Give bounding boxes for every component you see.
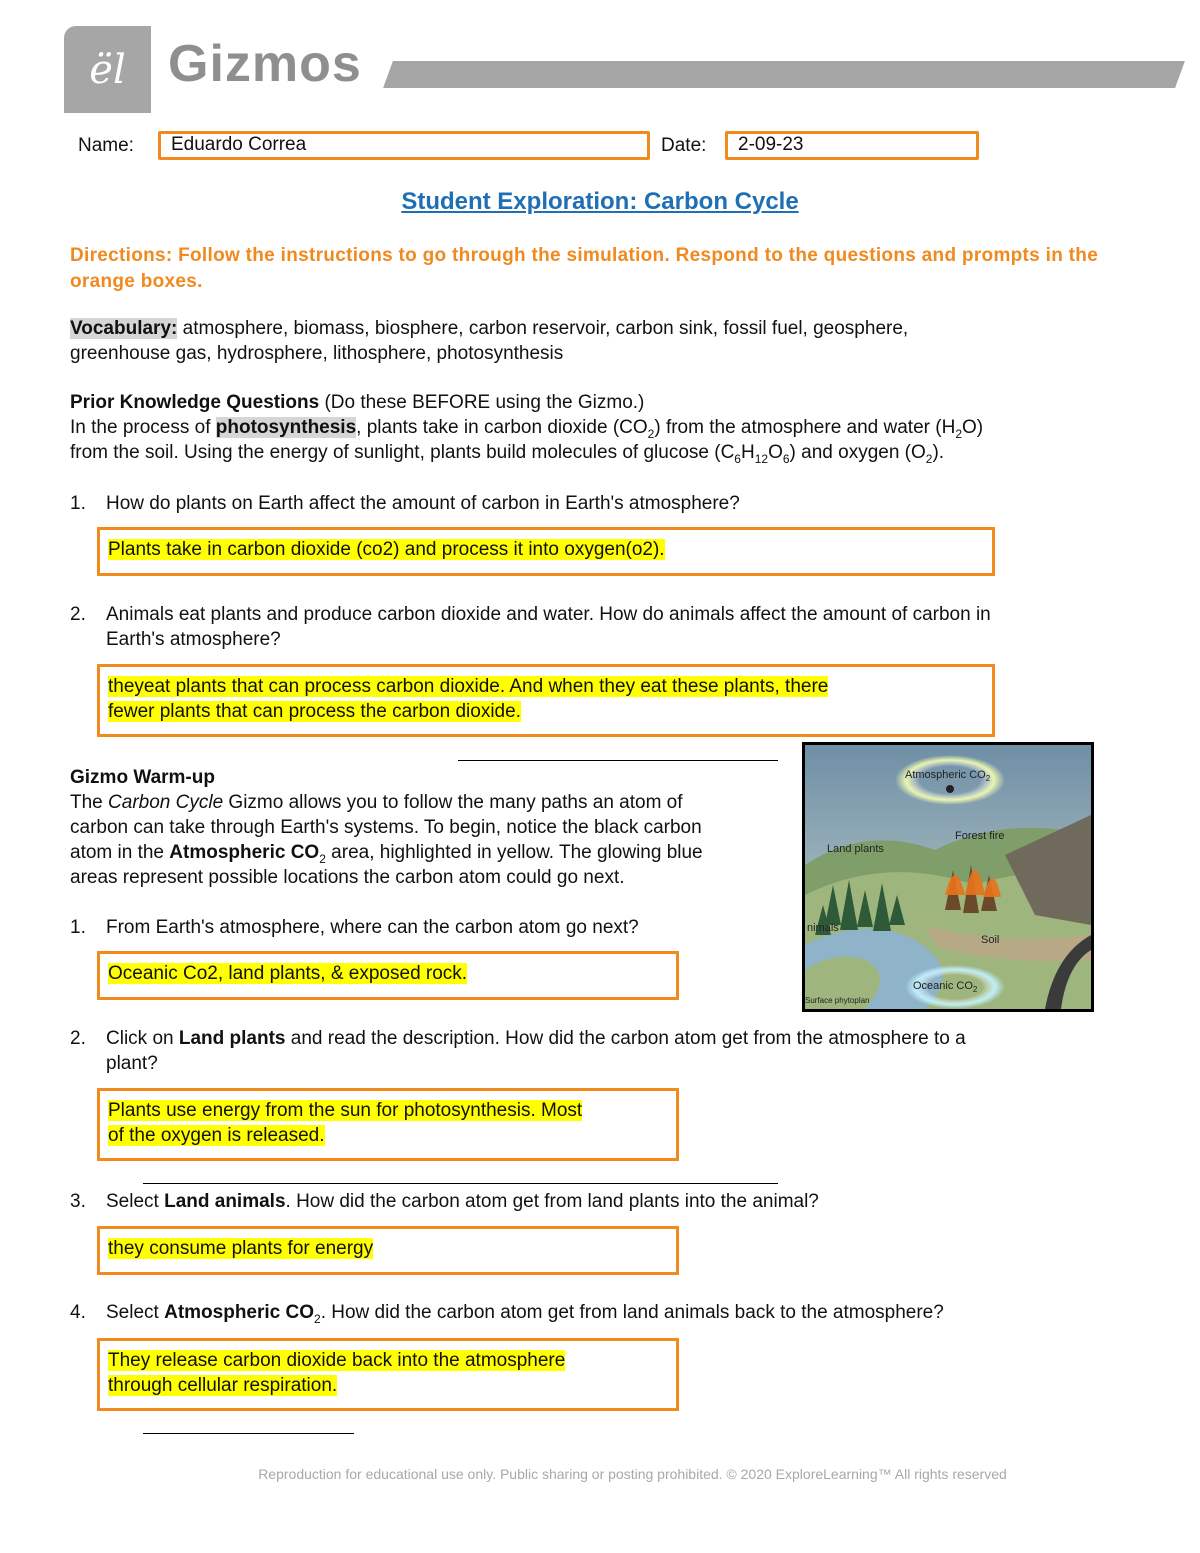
gizmo-name: Carbon Cycle	[108, 792, 224, 813]
header-bar	[383, 61, 1185, 88]
answer-text: of the oxygen is released.	[108, 1125, 325, 1146]
term-land-plants: Land plants	[178, 1028, 286, 1049]
term-atmospheric-co2: Atmospheric CO	[164, 1302, 315, 1323]
intro-text: H	[740, 442, 755, 463]
divider-line	[143, 1183, 778, 1184]
warmup-text: areas represent possible locations the carbon atom could go next.	[70, 867, 625, 888]
intro-text: from the soil. Using the energy of sunlight, plants build molecules of glucose (C	[70, 442, 735, 463]
subscript: 2	[319, 851, 326, 866]
answer-text: they consume plants for energy	[108, 1238, 374, 1259]
warmup-text: The	[70, 792, 103, 813]
intro-text: O	[768, 442, 783, 463]
answer-box[interactable]	[97, 951, 679, 1000]
label-animals: nimals	[807, 922, 839, 934]
term-land-animals: Land animals	[164, 1191, 286, 1212]
subscript: 12	[754, 451, 769, 466]
divider-line	[458, 760, 778, 761]
vocabulary-label: Vocabulary:	[70, 318, 178, 339]
question-text-part: Select	[106, 1191, 159, 1212]
intro-text: ) and oxygen (O	[789, 442, 926, 463]
intro-text: O)	[962, 417, 984, 438]
question-text	[106, 1300, 944, 1325]
answer-text: They release carbon dioxide back into the atmosphere	[108, 1350, 566, 1371]
explorelearning-logo-icon: ël	[89, 46, 126, 93]
label-land-plants: Land plants	[827, 843, 884, 855]
footer-copyright: Reproduction for educational use only. Public sharing or posting prohibited. © 2020 ExploreLearning™ All rights reserved	[258, 1466, 1007, 1482]
answer-text: theyeat plants that can process carbon dioxide. And when they eat these plants, there	[108, 676, 829, 697]
carbon-cycle-illustration	[805, 745, 1091, 1009]
vocabulary-line1: atmosphere, biomass, biosphere, carbon reservoir, carbon sink, fossil fuel, geosphere,	[182, 318, 909, 339]
label-forest-fire: Forest fire	[955, 830, 1005, 842]
intro-text: ).	[932, 442, 945, 463]
page-title: Student Exploration: Carbon Cycle	[401, 188, 799, 215]
carbon-cycle-gizmo-image	[802, 742, 1094, 1012]
answer-text: Oceanic Co2, land plants, & exposed rock.	[108, 963, 468, 984]
question-text	[106, 602, 1136, 652]
question-number: 4.	[70, 1302, 86, 1323]
warmup-heading: Gizmo Warm-up	[70, 767, 215, 788]
question-text-part: . How did the carbon atom get from land animals back to the atmosphere?	[320, 1302, 944, 1323]
subscript: 6	[734, 451, 741, 466]
question-text	[106, 1189, 819, 1214]
question-number: 2.	[70, 1028, 86, 1049]
question-text-part: Click on	[106, 1028, 174, 1049]
subscript: 2	[314, 1311, 321, 1326]
question-text: From Earth's atmosphere, where can the carbon atom go next?	[106, 917, 639, 938]
intro-text: In the process of	[70, 417, 211, 438]
warmup-text: atom in the	[70, 842, 164, 863]
warmup-text: area, highlighted in yellow. The glowing blue	[331, 842, 703, 863]
subscript: 2	[955, 426, 962, 441]
question-number: 1.	[70, 493, 86, 514]
prior-knowledge-heading: Prior Knowledge Questions	[70, 392, 320, 413]
answer-text: fewer plants that can process the carbon dioxide.	[108, 701, 521, 722]
question-text: How do plants on Earth affect the amount of carbon in Earth's atmosphere?	[106, 493, 740, 514]
date-field[interactable]: 2-09-23	[725, 131, 979, 160]
label-soil: Soil	[981, 934, 1000, 946]
question-text-part: and read the description. How did the carbon atom get from the atmosphere to a	[290, 1028, 966, 1049]
answer-text: Plants take in carbon dioxide (co2) and process it into oxygen(o2).	[108, 539, 665, 560]
directions: Directions: Follow the instructions to go through the simulation. Respond to the questions and prompts in the orange boxes.	[70, 245, 1099, 292]
answer-box[interactable]	[97, 1226, 679, 1275]
answer-text: Plants use energy from the sun for photosynthesis. Most	[108, 1100, 583, 1121]
atmospheric-co2-term: Atmospheric CO	[169, 842, 320, 863]
vocabulary	[70, 316, 1140, 366]
answer-box[interactable]	[97, 1088, 679, 1161]
subscript: 2	[925, 451, 933, 466]
warmup-text: Gizmo allows you to follow the many paths an atom of	[228, 792, 683, 813]
question-text-part: . How did the carbon atom get from land plants into the animal?	[285, 1191, 819, 1212]
question-text-part: Select	[106, 1302, 159, 1323]
warmup-text: carbon can take through Earth's systems. To begin, notice the black carbon	[70, 817, 702, 838]
term-photosynthesis: photosynthesis	[215, 417, 357, 438]
question-number: 3.	[70, 1191, 86, 1212]
answer-box[interactable]	[97, 664, 995, 737]
answer-box[interactable]	[97, 1338, 679, 1411]
question-text-part: plant?	[106, 1053, 158, 1074]
question-number: 2.	[70, 604, 86, 625]
intro-text: ) from the atmosphere and water (H	[654, 417, 956, 438]
name-label: Name:	[78, 135, 134, 156]
subscript: 6	[782, 451, 790, 466]
label-oceanic-co2: Oceanic $CO_2$	[913, 980, 978, 994]
prior-knowledge-section	[70, 390, 1140, 465]
question-number: 1.	[70, 917, 86, 938]
divider-line	[143, 1433, 354, 1434]
subscript: 2	[647, 426, 655, 441]
answer-text: through cellular respiration.	[108, 1375, 338, 1396]
question-text-line: Animals eat plants and produce carbon dioxide and water. How do animals affect the amount of carbon in	[106, 604, 991, 625]
intro-text: , plants take in carbon dioxide (CO	[356, 417, 648, 438]
carbon-atom-icon	[946, 785, 954, 793]
question-text	[106, 1026, 1136, 1076]
name-field[interactable]: Eduardo Correa	[158, 131, 650, 160]
prior-knowledge-note: (Do these BEFORE using the Gizmo.)	[324, 392, 645, 413]
warmup-section	[70, 765, 800, 890]
label-atmospheric-co2: Atmospheric $CO_2$	[905, 769, 991, 783]
date-label: Date:	[661, 135, 707, 156]
answer-box[interactable]	[97, 527, 995, 576]
vocabulary-line2: greenhouse gas, hydrosphere, lithosphere, photosynthesis	[70, 343, 564, 364]
question-text-line: Earth's atmosphere?	[106, 629, 281, 650]
brand-name: Gizmos	[168, 35, 362, 93]
label-surface-phytoplankton: Surface phytoplan	[805, 996, 870, 1005]
